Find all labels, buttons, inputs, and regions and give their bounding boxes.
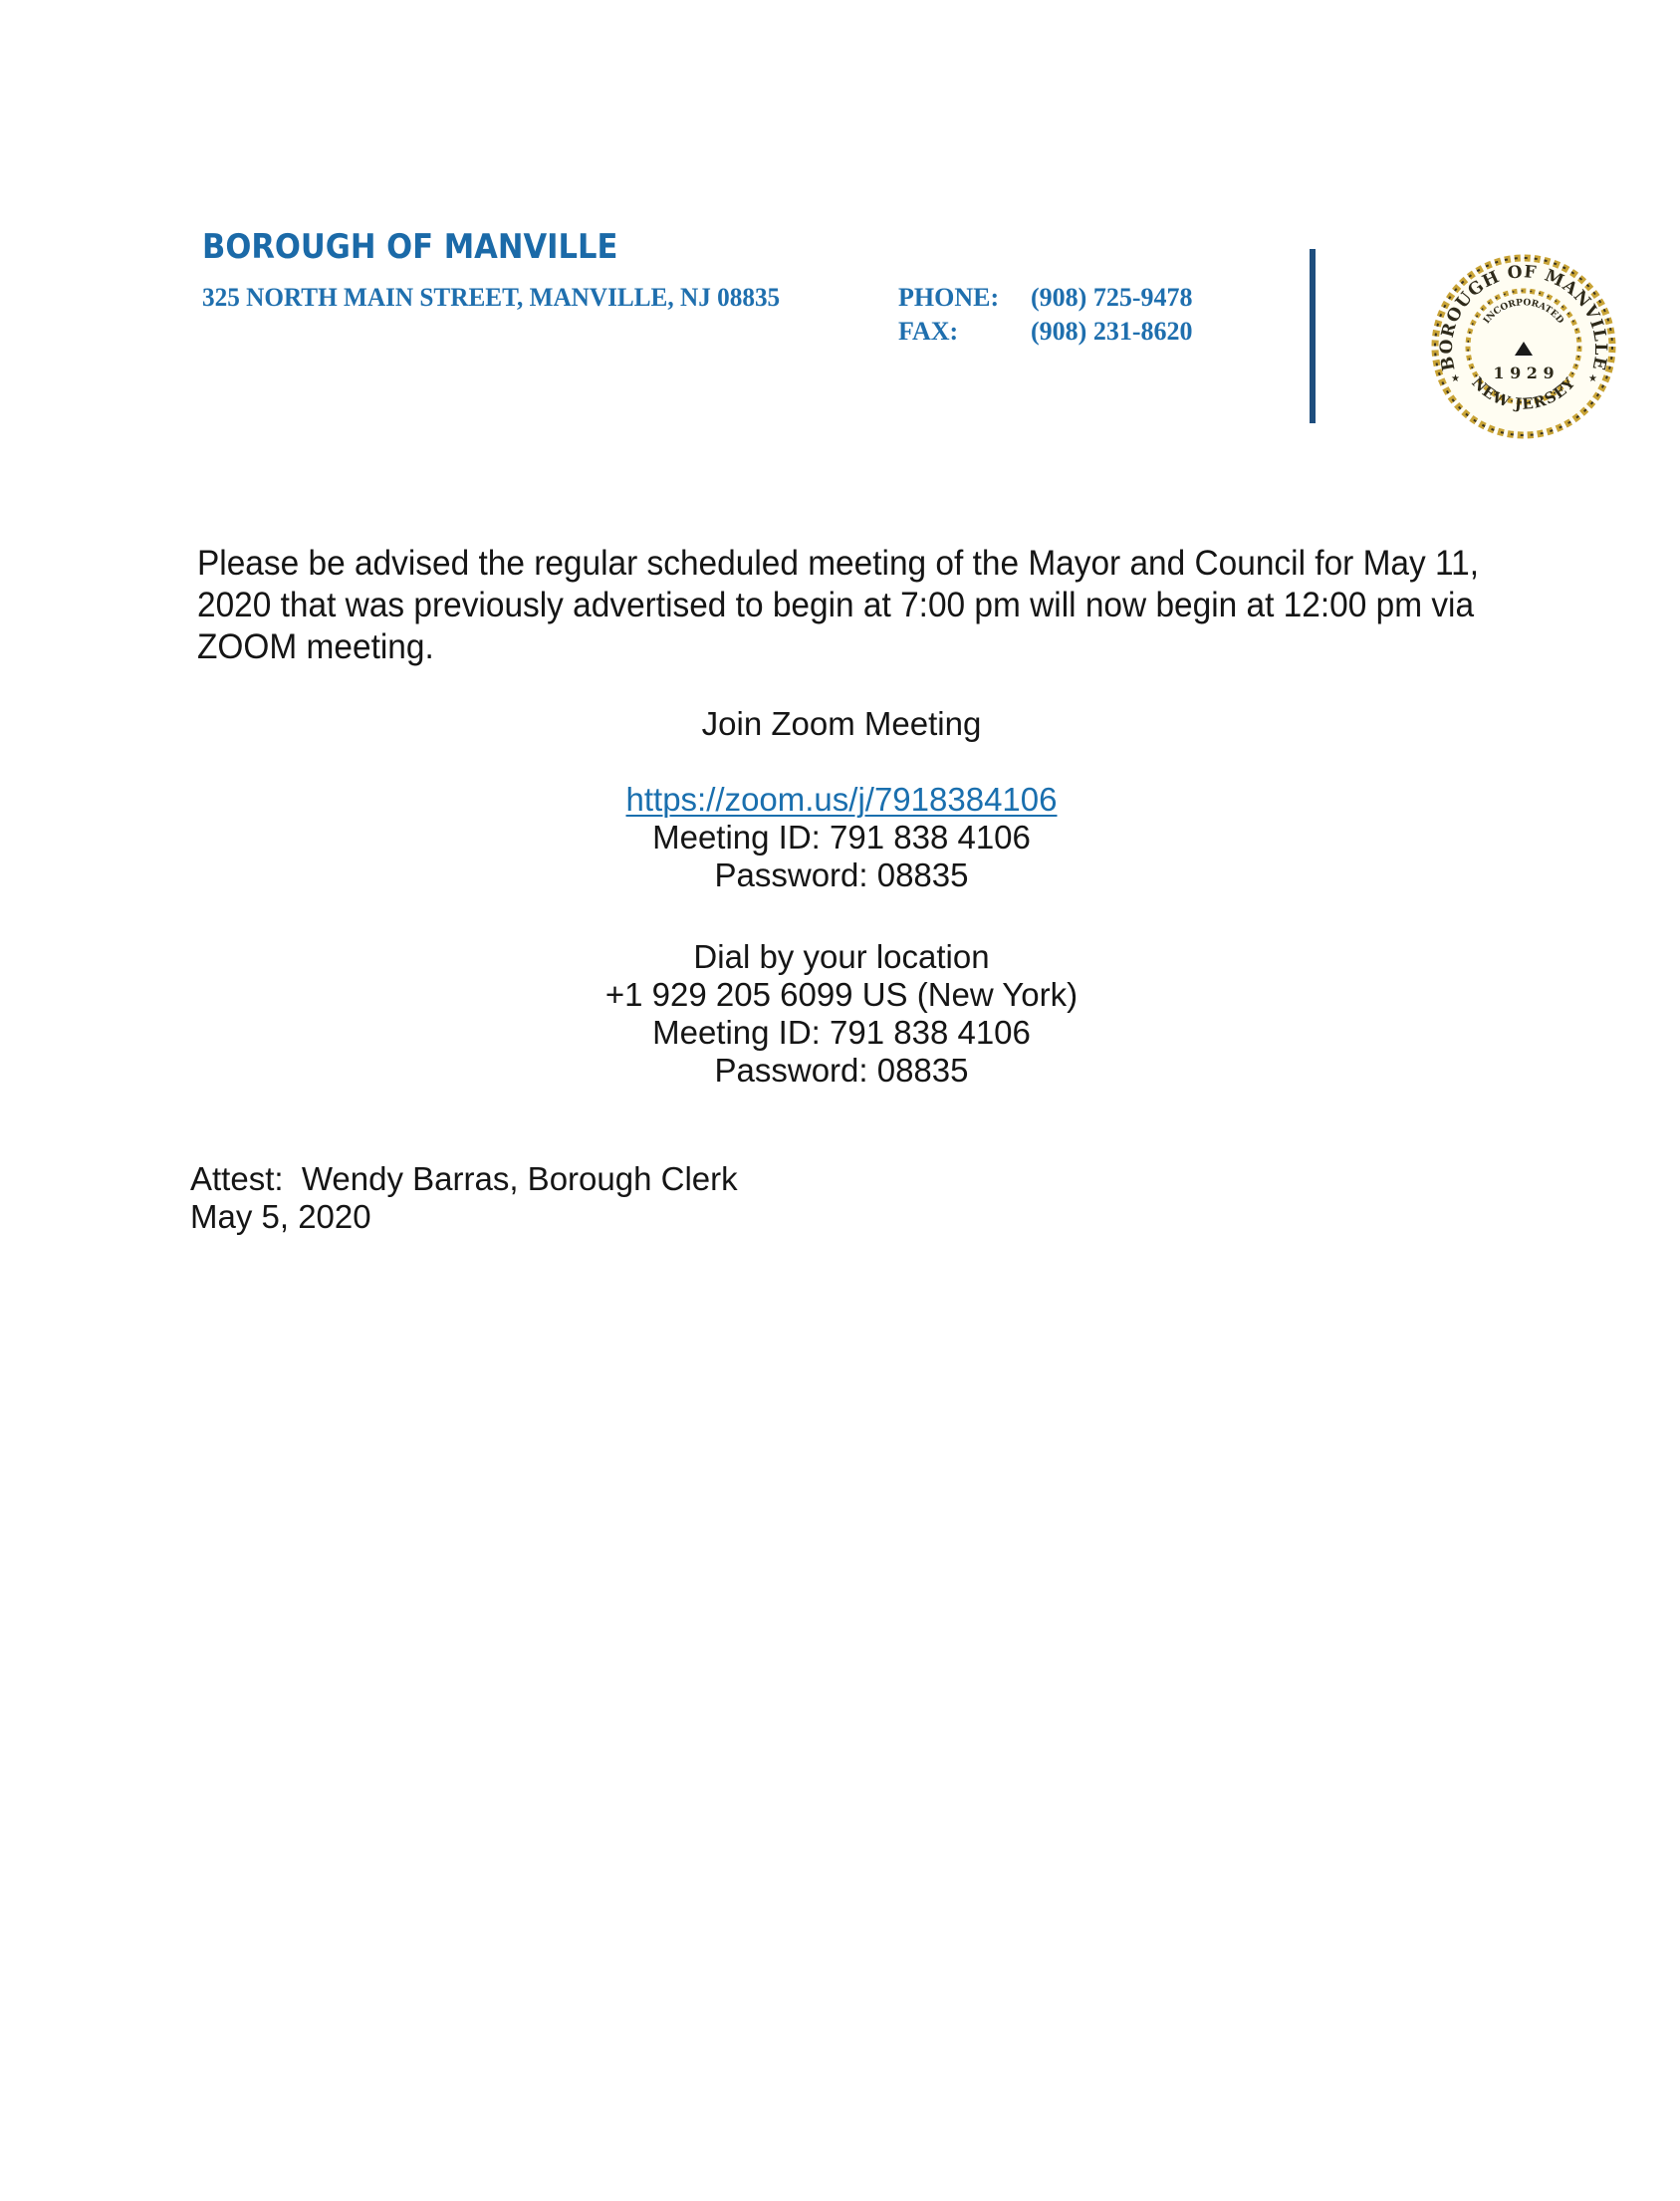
fax-label: FAX: (898, 317, 959, 346)
attestation (190, 1160, 738, 1236)
zoom-meeting-link[interactable]: https://zoom.us/j/7918384106 (625, 781, 1058, 818)
fax-number: (908) 231-8620 (1031, 317, 1193, 346)
zoom-details (543, 781, 1140, 894)
dial-in-details (543, 938, 1140, 1090)
join-zoom-heading: Join Zoom Meeting (701, 705, 982, 742)
svg-text:★: ★ (1588, 373, 1597, 384)
notice-line: Please be advised the regular scheduled meeting of the Mayor and Council for May 11, (197, 544, 1479, 583)
svg-text:★: ★ (1451, 373, 1460, 384)
organization-title: BOROUGH OF MANVILLE (202, 227, 618, 267)
notice-line: 2020 that was previously advertised to begin at 7:00 pm will now begin at 12:00 pm via (197, 586, 1475, 624)
dial-number: +1 929 205 6099 US (New York) (604, 976, 1079, 1013)
letterhead-divider (1310, 249, 1316, 423)
dial-meeting-id: Meeting ID: 791 838 4106 (652, 1014, 1031, 1051)
attest-date: May 5, 2020 (190, 1198, 371, 1235)
dial-heading: Dial by your location (693, 938, 990, 975)
notice-line: ZOOM meeting. (197, 627, 434, 666)
street-address: 325 NORTH MAIN STREET, MANVILLE, NJ 08835 (202, 283, 781, 312)
meeting-password: Password: 08835 (714, 856, 969, 893)
seal-inner-text: INCORPORATED (1482, 298, 1565, 327)
attest-signatory: Attest: Wendy Barras, Borough Clerk (190, 1160, 738, 1197)
phone-number: (908) 725-9478 (1031, 283, 1193, 312)
meeting-id: Meeting ID: 791 838 4106 (652, 819, 1031, 856)
dial-password: Password: 08835 (714, 1052, 969, 1089)
borough-seal-icon (1429, 252, 1618, 441)
seal-bottom-text: NEW JERSEY (1468, 373, 1579, 413)
phone-label: PHONE: (898, 283, 1000, 312)
notice-paragraph (197, 543, 1479, 668)
seal-outer-text: BOROUGH OF MANVILLE (1436, 262, 1611, 373)
seal-year: 1 9 2 9 (1493, 364, 1555, 382)
